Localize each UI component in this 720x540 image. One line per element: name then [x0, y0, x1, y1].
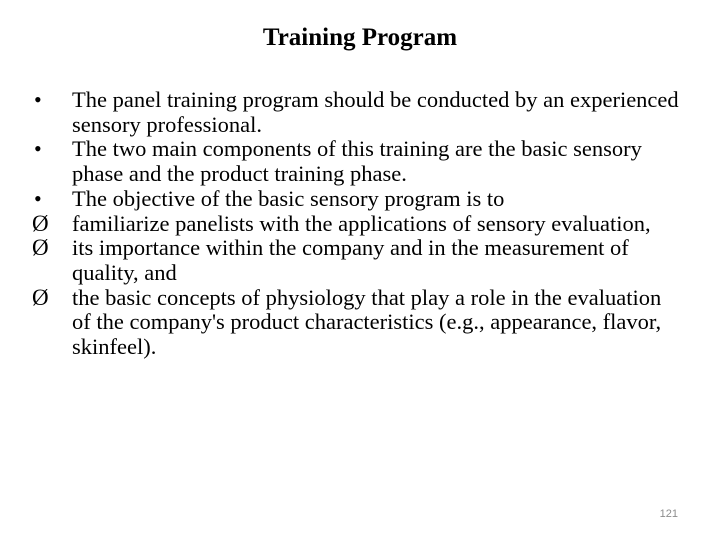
bullet-list	[34, 88, 684, 360]
list-item-text: The objective of the basic sensory program is to	[72, 185, 505, 211]
sub-list-item	[34, 236, 684, 285]
list-item-text: familiarize panelists with the applications of sensory evaluation,	[72, 210, 651, 236]
list-item-text: The panel training program should be conducted by an experienced sensory professional.	[72, 87, 679, 137]
list-item	[34, 88, 684, 137]
arrow-bullet-icon: Ø	[32, 210, 49, 236]
arrow-bullet-icon: Ø	[32, 284, 49, 310]
list-item	[34, 187, 684, 212]
sub-list-item	[34, 286, 684, 360]
bullet-icon: •	[34, 136, 42, 162]
slide-title: Training Program	[262, 24, 458, 51]
page-number: 121	[659, 508, 678, 520]
bullet-icon: •	[34, 185, 42, 211]
list-item-text: its importance within the company and in the measurement of quality, and	[72, 235, 629, 285]
bullet-icon: •	[34, 87, 42, 112]
arrow-bullet-icon: Ø	[32, 235, 49, 261]
sub-list-item	[34, 212, 684, 237]
list-item-text: the basic concepts of physiology that play a role in the evaluation of the company's product characteristics (e.g., appearance, flavor, skinfeel).	[72, 284, 662, 360]
list-item-text: The two main components of this training are the basic sensory phase and the product training phase.	[72, 136, 642, 187]
list-item	[34, 137, 684, 186]
